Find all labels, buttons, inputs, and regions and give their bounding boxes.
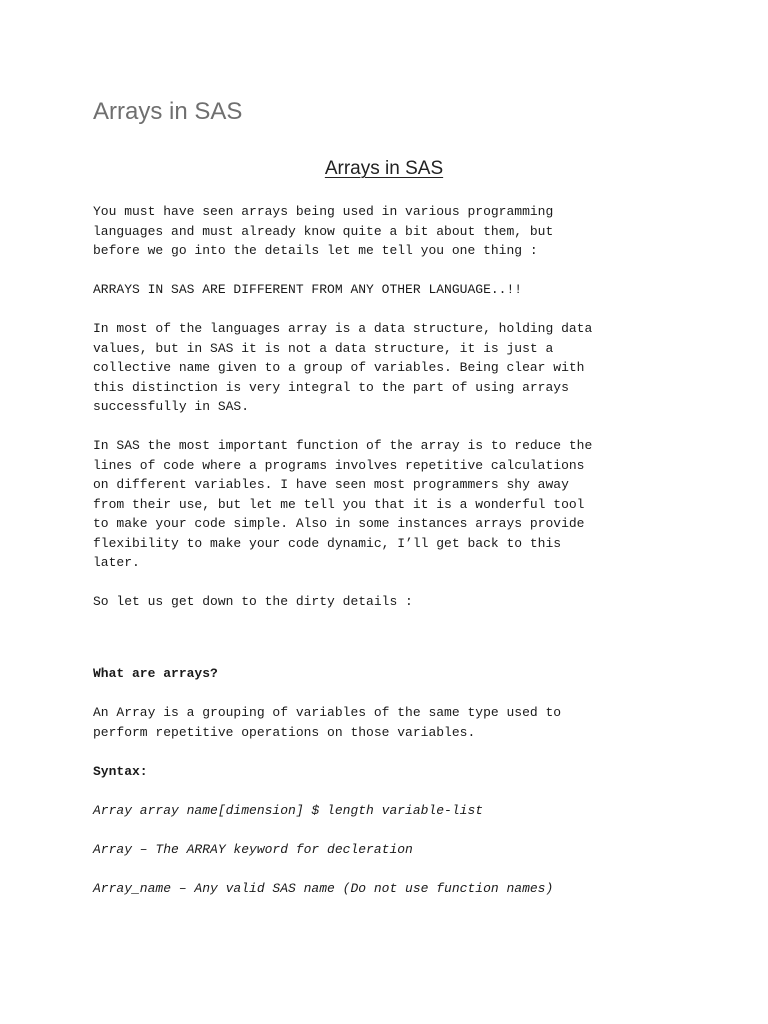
article-heading bbox=[0, 156, 768, 182]
intro-line: languages and must already know quite a bit about them, but bbox=[93, 223, 554, 239]
paragraph-line: An Array is a grouping of variables of the same type used to bbox=[93, 705, 562, 720]
paragraph-line: In SAS the most important function of the array is to reduce the bbox=[93, 438, 593, 453]
paragraph-line: successfully in SAS. bbox=[93, 399, 250, 414]
intro-paragraph bbox=[93, 202, 693, 261]
intro-line: You must have seen arrays being used in various programming bbox=[93, 204, 554, 219]
paragraph-line: perform repetitive operations on those variables. bbox=[93, 724, 476, 740]
paragraph-line: values, but in SAS it is not a data structure, it is just a bbox=[93, 340, 554, 356]
paragraph-line: collective name given to a group of variables. Being clear with bbox=[93, 360, 585, 375]
document-title: Arrays in SAS bbox=[93, 98, 243, 125]
definition-paragraph bbox=[93, 703, 693, 742]
purpose-paragraph bbox=[93, 436, 693, 573]
syntax-label: Syntax: bbox=[93, 763, 148, 779]
warning-line: ARRAYS IN SAS ARE DIFFERENT FROM ANY OTHER LANGUAGE..!! bbox=[93, 282, 523, 297]
section-heading: What are arrays? bbox=[93, 665, 218, 681]
structure-paragraph bbox=[93, 319, 693, 417]
paragraph-line: from their use, but let me tell you that it is a wonderful tool bbox=[93, 496, 585, 512]
array-name-desc: Array_name – Any valid SAS name (Do not use function names) bbox=[93, 880, 554, 896]
paragraph-line: on different variables. I have seen most programmers shy away bbox=[93, 477, 569, 492]
paragraph-line: later. bbox=[93, 555, 140, 570]
paragraph-line: to make your code simple. Also in some instances arrays provide bbox=[93, 516, 585, 531]
article-heading-text: Arrays in SAS bbox=[324, 158, 444, 179]
transition-line: So let us get down to the dirty details : bbox=[93, 594, 413, 609]
intro-line: before we go into the details let me tell you one thing : bbox=[93, 243, 538, 258]
paragraph-line: In most of the languages array is a data structure, holding data bbox=[93, 321, 593, 336]
article-body bbox=[93, 202, 693, 898]
array-keyword-desc: Array – The ARRAY keyword for decleration bbox=[93, 841, 413, 857]
syntax-line: Array array name[dimension] $ length variable-list bbox=[93, 802, 484, 818]
paragraph-line: this distinction is very integral to the part of using arrays bbox=[93, 379, 569, 395]
paragraph-line: flexibility to make your code dynamic, I’ll get back to this bbox=[93, 535, 562, 551]
paragraph-line: lines of code where a programs involves repetitive calculations bbox=[93, 457, 585, 473]
